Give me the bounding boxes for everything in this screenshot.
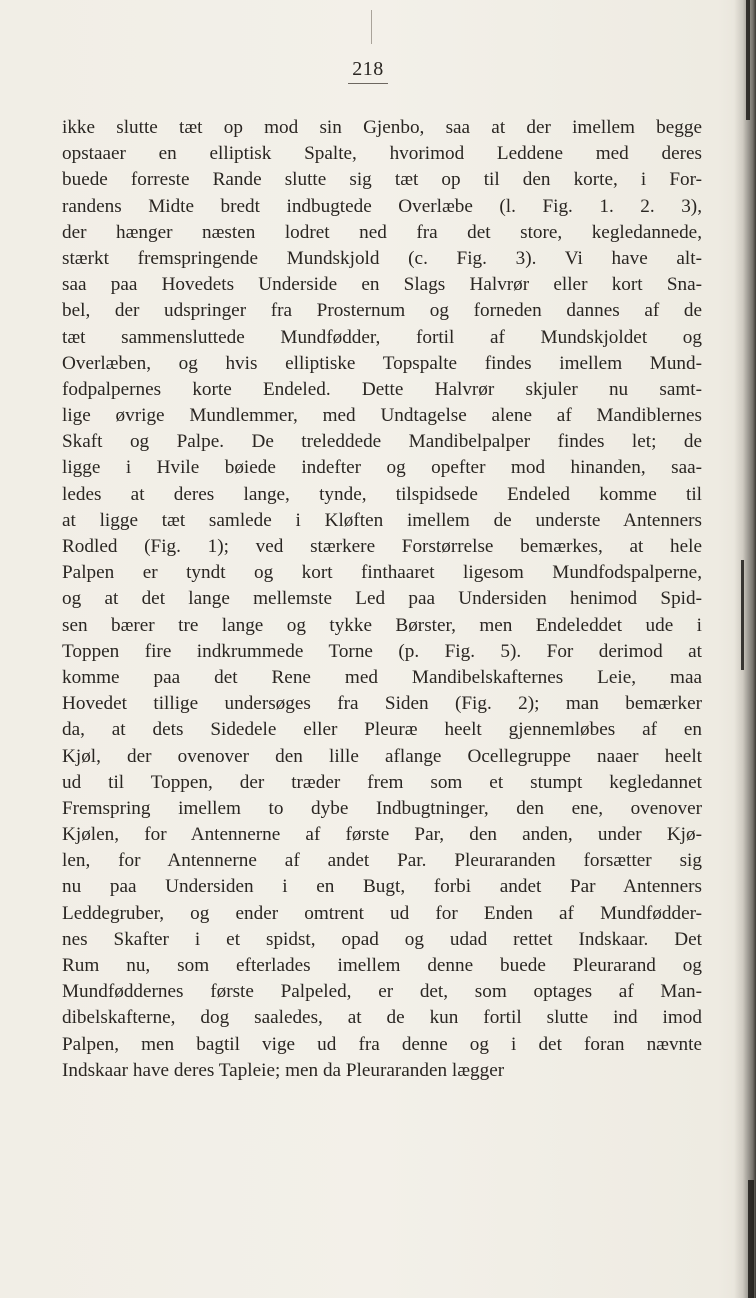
- text-line: da, at dets Sidedele eller Pleuræ heelt gjennemløbes af en: [62, 719, 702, 741]
- text-line: Rodled (Fig. 1); ved stærkere Forstørrelse bemærkes, at hele: [62, 536, 702, 557]
- text-line: ud til Toppen, der træder frem som et stumpt kegledannet: [62, 771, 702, 793]
- text-line: ledes at deres lange, tynde, tilspidsede Endeled komme til: [62, 483, 702, 505]
- text-line: Rum nu, som efterlades imellem denne buede Pleurarand og: [62, 955, 702, 976]
- text-line: nes Skafter i et spidst, opad og udad rettet Indskaar. Det: [62, 928, 702, 950]
- text-line: komme paa det Rene med Mandibelskafternes Leie, maa: [62, 666, 702, 688]
- text-line: fodpalpernes korte Endeled. Dette Halvrør skjuler nu samt-: [62, 378, 702, 400]
- text-line: Overlæben, og hvis elliptiske Topspalte findes imellem Mund-: [62, 352, 702, 374]
- binding-edge-mark: [748, 1180, 754, 1298]
- text-line: Hovedet tillige undersøges fra Siden (Fig. 2); man bemærker: [62, 693, 702, 715]
- text-line: Indskaar have deres Tapleie; men da Pleuraranden lægger: [62, 1059, 505, 1081]
- text-line: Fremspring imellem to dybe Indbugtninger, den ene, ovenover: [62, 797, 702, 819]
- text-line: tæt sammensluttede Mundfødder, fortil af Mundskjoldet og: [62, 326, 702, 348]
- binding-edge-mark: [741, 560, 744, 670]
- text-line: Mundføddernes første Palpeled, er det, som optages af Man-: [62, 981, 702, 1003]
- text-line: lige øvrige Mundlemmer, med Undtagelse alene af Mandiblernes: [62, 405, 702, 427]
- text-line: Palpen er tyndt og kort finthaaret ligesom Mundfodspalperne,: [62, 562, 702, 584]
- text-line: randens Midte bredt indbugtede Overlæbe (l. Fig. 1. 2. 3),: [62, 195, 702, 217]
- page-right-edge-shadow: [734, 0, 756, 1298]
- text-line: stærkt fremspringende Mundskjold (c. Fig. 3). Vi have alt-: [62, 247, 702, 269]
- text-line: at ligge tæt samlede i Kløften imellem de underste Antenners: [62, 509, 702, 531]
- text-line: dibelskafterne, dog saaledes, at de kun fortil slutte ind imod: [62, 1007, 702, 1029]
- binding-edge-mark: [746, 0, 750, 120]
- text-line: Kjøl, der ovenover den lille aflange Ocellegruppe naaer heelt: [62, 745, 702, 767]
- text-line: saa paa Hovedets Underside en Slags Halvrør eller kort Sna-: [62, 274, 702, 296]
- page-number-text: 218: [348, 58, 388, 84]
- text-line: ligge i Hvile bøiede indefter og opefter mod hinanden, saa-: [62, 457, 702, 479]
- text-line: Skaft og Palpe. De treleddede Mandibelpalper findes let; de: [62, 431, 702, 453]
- text-line: nu paa Undersiden i en Bugt, forbi andet Par Antenners: [62, 876, 702, 898]
- text-line: Palpen, men bagtil vige ud fra denne og i det foran nævnte: [62, 1033, 702, 1055]
- text-line: len, for Antennerne af andet Par. Pleuraranden forsætter sig: [62, 850, 702, 872]
- body-text: [62, 115, 702, 1084]
- page-number: [0, 58, 736, 84]
- text-line: der hænger næsten lodret ned fra det store, kegledannede,: [62, 221, 702, 243]
- text-line: Kjølen, for Antennerne af første Par, den anden, under Kjø-: [62, 824, 702, 846]
- text-line: Leddegruber, og ender omtrent ud for Enden af Mundfødder-: [62, 902, 702, 924]
- text-line: bel, der udspringer fra Prosternum og forneden dannes af de: [62, 300, 702, 322]
- text-line: buede forreste Rande slutte sig tæt op til den korte, i For-: [62, 169, 702, 191]
- text-line: Toppen fire indkrummede Torne (p. Fig. 5). For derimod at: [62, 640, 702, 662]
- page-fold-mark: [371, 10, 372, 44]
- text-line: ikke slutte tæt op mod sin Gjenbo, saa at der imellem begge: [62, 117, 702, 138]
- text-line: opstaaer en elliptisk Spalte, hvorimod Leddene med deres: [62, 143, 702, 165]
- text-line: og at det lange mellemste Led paa Undersiden henimod Spid-: [62, 588, 702, 610]
- text-line: sen bærer tre lange og tykke Børster, men Endeleddet ude i: [62, 614, 702, 636]
